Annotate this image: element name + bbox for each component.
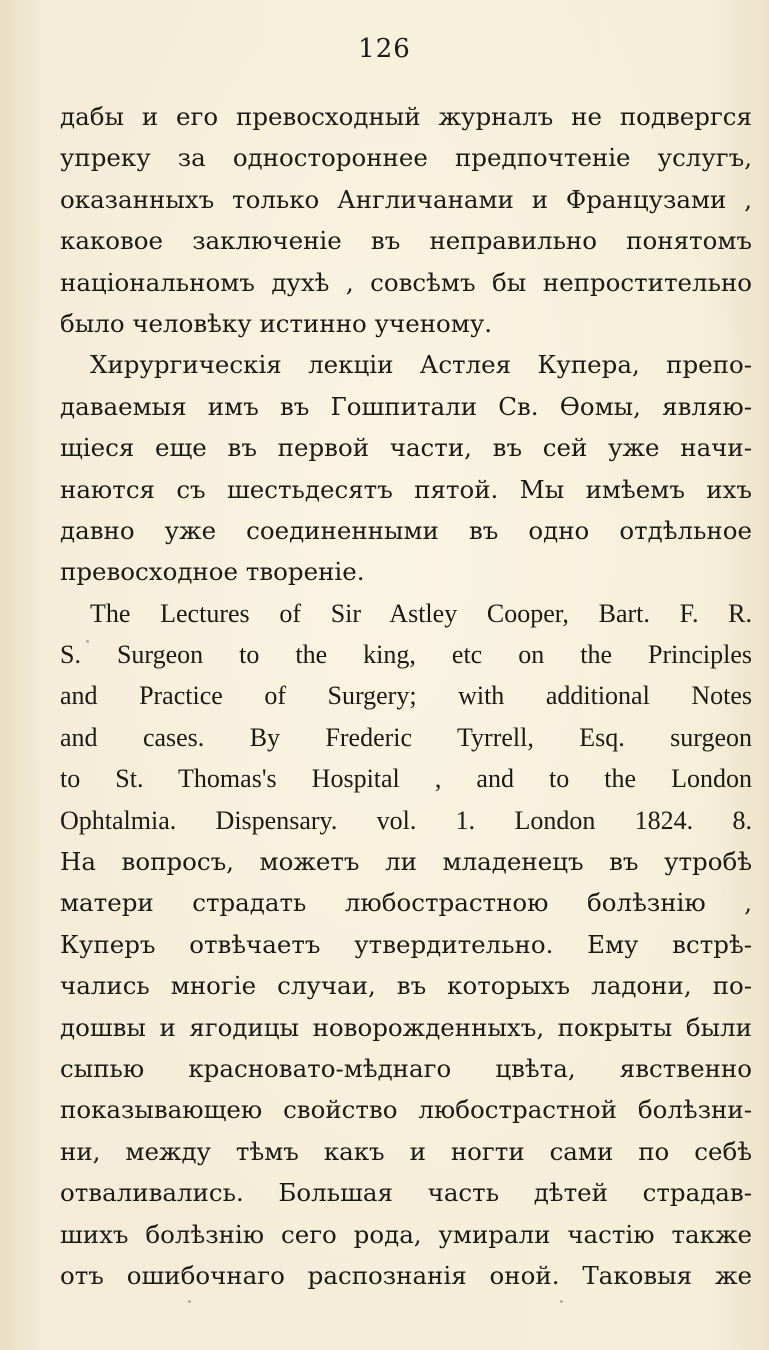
text-line: and cases. By Frederic Tyrrell, Esq. surgeon bbox=[60, 722, 752, 752]
page-number: 126 bbox=[358, 34, 411, 64]
text-line: ни, между тѣмъ какъ и ногти сами по себѣ bbox=[60, 1136, 752, 1166]
text-line: давно уже соединенными въ одно отдѣльное bbox=[60, 515, 752, 545]
text-line: наются съ шестьдесятъ пятой. Мы имѣемъ ихъ bbox=[60, 474, 752, 504]
text-line: На вопросъ, можетъ ли младенецъ въ утробѣ bbox=[60, 847, 752, 877]
text-line: отваливались. Большая часть дѣтей страдав- bbox=[60, 1178, 752, 1208]
text-line: Хирургическiя лекцiи Астлея Купера, препо- bbox=[90, 350, 752, 380]
text-line: даваемыя имъ въ Гошпитали Св. Ѳомы, являю- bbox=[60, 391, 752, 421]
text-line: дабы и его превосходный журналъ не подвергся bbox=[60, 102, 752, 131]
text-line: показывающею свойство любострастной болѣзни- bbox=[60, 1095, 752, 1125]
paper-speck bbox=[188, 1300, 191, 1303]
paper-speck bbox=[86, 640, 89, 643]
body-text bbox=[60, 96, 752, 1296]
text-line: нацiональномъ духѣ , совсѣмъ бы непростительно bbox=[60, 267, 752, 297]
text-line: to St. Thomas's Hospital , and to the London bbox=[60, 764, 752, 794]
text-line: дошвы и ягодицы новорожденныхъ, покрыты были bbox=[60, 1012, 752, 1042]
text-line: щiеся еще въ первой части, въ сей уже начи- bbox=[60, 433, 752, 463]
paper-speck bbox=[560, 1300, 563, 1303]
text-line: S. Surgeon to the king, etc on the Principles bbox=[60, 640, 752, 670]
text-line: отъ ошибочнаго распознанiя оной. Таковыя же bbox=[60, 1260, 752, 1290]
text-line: шихъ болѣзнiю сего рода, умирали частiю также bbox=[60, 1219, 752, 1249]
text-line: The Lectures of Sir Astley Cooper, Bart. F. R. bbox=[90, 598, 752, 628]
text-line: упреку за одностороннее предпочтенiе услугъ, bbox=[60, 143, 752, 173]
text-line: было человѣку истинно ученому. bbox=[60, 308, 493, 338]
text-line: превосходное творенiе. bbox=[60, 557, 365, 587]
text-line: сыпью красновато-мѣднаго цвѣта, явственно bbox=[60, 1053, 752, 1083]
text-line: Куперъ отвѣчаетъ утвердительно. Ему встрѣ- bbox=[60, 929, 752, 959]
text-line: Ophtalmia. Dispensary. vol. 1. London 1824. 8. bbox=[60, 805, 752, 835]
text-line: каковое заключенiе въ неправильно понятомъ bbox=[60, 226, 752, 256]
text-line: матери страдать любострастною болѣзнiю , bbox=[60, 888, 752, 918]
text-line: оказанныхъ только Англичанами и Французами , bbox=[60, 184, 752, 214]
text-line: and Practice of Surgery; with additional Notes bbox=[60, 681, 752, 711]
text-line: чались многiе случаи, въ которыхъ ладони, по- bbox=[60, 971, 752, 1001]
